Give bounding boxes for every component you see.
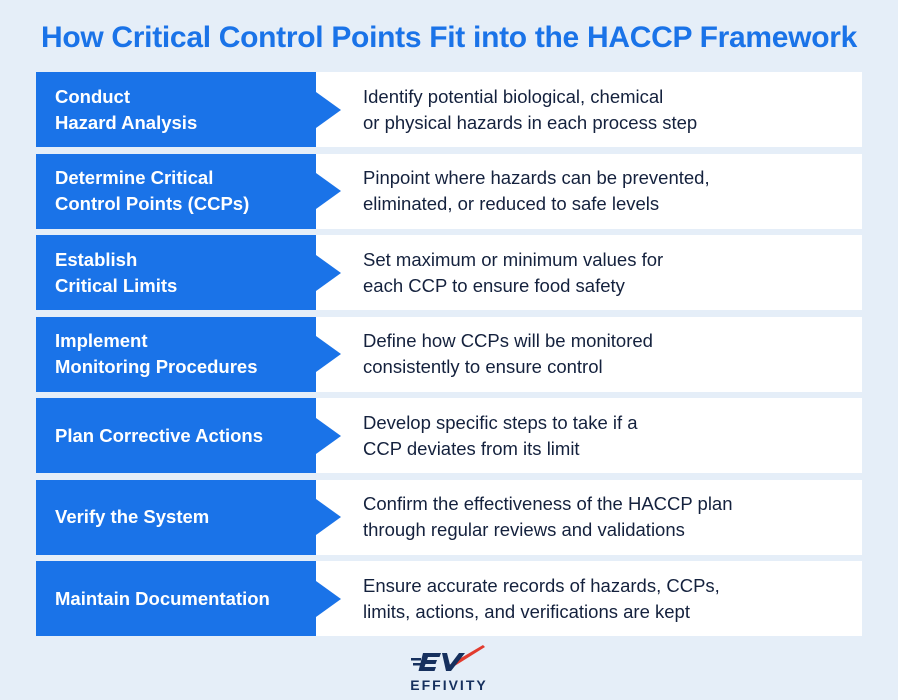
page-title: How Critical Control Points Fit into the HACCP Framework: [40, 21, 858, 54]
step-title: Establish Critical Limits: [36, 235, 316, 310]
effivity-logo: [0, 643, 898, 693]
step-row: [36, 398, 862, 473]
step-description: Pinpoint where hazards can be prevented, eliminated, or reduced to safe levels: [316, 154, 862, 229]
arrow-right-icon: [316, 499, 341, 535]
step-title: Determine Critical Control Points (CCPs): [36, 154, 316, 229]
step-title: Verify the System: [36, 480, 316, 555]
arrow-right-icon: [316, 418, 341, 454]
step-description: Confirm the effectiveness of the HACCP plan through regular reviews and validations: [316, 480, 862, 555]
logo-text: EFFIVITY: [410, 677, 488, 693]
step-row: [36, 72, 862, 147]
step-description: Set maximum or minimum values for each CCP to ensure food safety: [316, 235, 862, 310]
step-row: [36, 154, 862, 229]
logo-mark-icon: [409, 643, 489, 677]
arrow-right-icon: [316, 581, 341, 617]
step-row: [36, 235, 862, 310]
arrow-right-icon: [316, 173, 341, 209]
step-row: [36, 480, 862, 555]
arrow-right-icon: [316, 92, 341, 128]
step-description: Define how CCPs will be monitored consistently to ensure control: [316, 317, 862, 392]
step-title: Implement Monitoring Procedures: [36, 317, 316, 392]
step-description: Ensure accurate records of hazards, CCPs, limits, actions, and verifications are kept: [316, 561, 862, 636]
step-title: Plan Corrective Actions: [36, 398, 316, 473]
step-description: Develop specific steps to take if a CCP deviates from its limit: [316, 398, 862, 473]
step-row: [36, 317, 862, 392]
steps-list: [36, 72, 862, 643]
arrow-right-icon: [316, 255, 341, 291]
step-row: [36, 561, 862, 636]
step-title: Conduct Hazard Analysis: [36, 72, 316, 147]
step-title: Maintain Documentation: [36, 561, 316, 636]
step-description: Identify potential biological, chemical or physical hazards in each process step: [316, 72, 862, 147]
arrow-right-icon: [316, 336, 341, 372]
